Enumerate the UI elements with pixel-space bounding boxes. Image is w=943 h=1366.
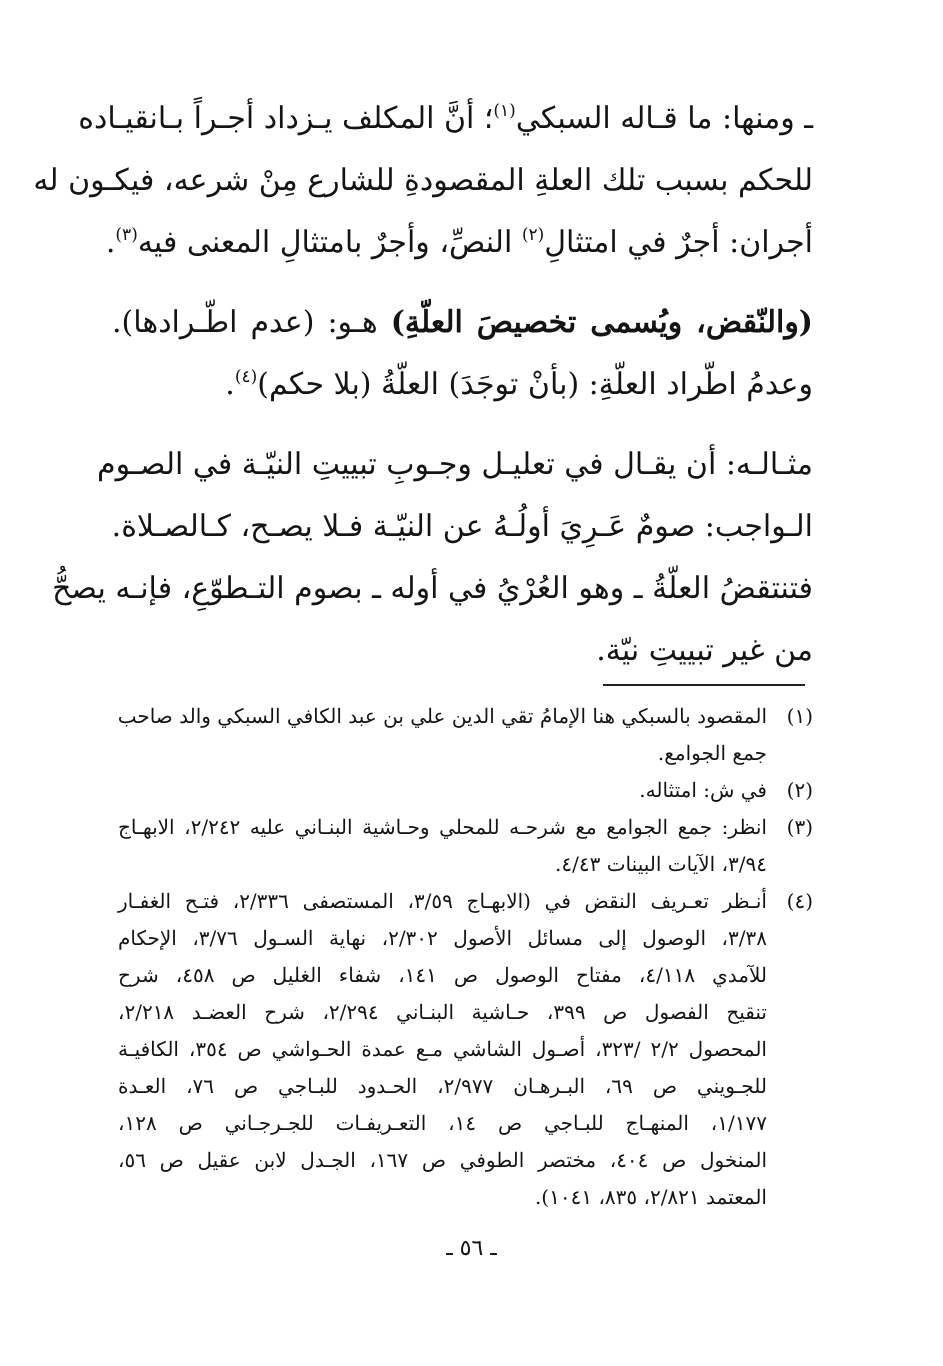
footnote-line: ٣/٣٨، الوصول إلى مسائل الأصول ٢/٣٠٢، نهاية السـول ٣/٧٦، الإحكام	[118, 926, 767, 950]
text-segment: .	[105, 225, 116, 260]
footnote-line: تنقيح الفصول ص ٣٩٩، حـاشية البنـاني ٢/٢٩٤، شرح العضـد ٢/٢١٨،	[118, 1000, 767, 1024]
text-segment: .	[225, 367, 235, 402]
footnote-2	[118, 772, 813, 809]
text-line	[78, 88, 813, 150]
footnote-line: جمع الجوامع.	[657, 741, 767, 765]
footnote-number: (٤)	[786, 889, 813, 913]
footnote-divider	[603, 684, 805, 686]
text-segment: ؛ أنَّ المكلف يـزداد أجـراً بـانقيـاده	[78, 101, 494, 136]
footnote-ref-2[interactable]: (٢)	[521, 225, 545, 245]
text-segment: ـ ومنها: ما قـاله السبكي	[515, 101, 813, 136]
footnote-line: للجـويني ص ٦٩، البـرهـان ٢/٩٧٧، الحـدود للبـاجي ص ٧٦، العـدة	[118, 1074, 768, 1098]
footnote-number: (٢)	[786, 778, 813, 802]
footnote-number: (١)	[786, 704, 813, 728]
footnote-line: ١/١٧٧، المنهـاج للبـاجي ص ١٤، التعـريفـات للجـرجـاني ص ١٢٨،	[118, 1111, 767, 1135]
text-line	[105, 212, 813, 274]
footnote-ref-1[interactable]: (١)	[493, 101, 516, 121]
footnote-line: انظر: جمع الجوامع مع شرحـه للمحلي وحـاشية البنـاني عليه ٢/٢٤٢، الابهـاج	[118, 815, 767, 839]
paragraph-subsidiary-benefit	[33, 88, 813, 274]
footnotes	[118, 698, 813, 1216]
text-segment: هـو: (عدم اطّـرادها).	[112, 305, 391, 340]
footnote-ref-4[interactable]: (٤)	[234, 367, 258, 387]
footnote-body	[118, 809, 767, 883]
paragraph-example	[52, 434, 813, 682]
definition-term: (والنّقض، ويُسمى تخصيصَ العلّةِ)	[390, 305, 813, 340]
main-text	[33, 88, 813, 682]
footnote-line: المقصود بالسبكي هنا الإمامُ تقي الدين علي بن عبد الكافي السبكي والد صاحب	[117, 704, 767, 728]
footnote-line: في ش: امتثاله.	[639, 778, 767, 802]
text-segment: النصِّ، وأجرٌ بامتثالِ المعنى فيه	[137, 225, 522, 260]
footnote-line: المنخول ص ٤٠٤، مختصر الطوفي ص ١٦٧، الجـدل لابن عقيل ص ٥٦،	[118, 1148, 767, 1172]
page-number: ـ ٥٦ ـ	[446, 1236, 497, 1261]
footnote-line: أنـظر تعـريف النقض في (الابهـاج ٣/٥٩، المستصفى ٢/٣٣٦، فتـح الغفـار	[118, 889, 767, 913]
footnote-line: للآمدي ٤/١١٨، مفتاح الوصول ص ١٤١، شفاء الغليل ص ٤٥٨، شرح	[118, 963, 768, 987]
footnote-line: المعتمد ٢/٨٢١، ٨٣٥، ١٠٤١).	[534, 1185, 767, 1209]
text-line: للحكم بسبب تلك العلةِ المقصودةِ للشارع مِنْ شرعه، فيكـون له	[33, 163, 813, 198]
footnote-3	[118, 809, 813, 883]
footnote-line: ٣/٩٤، الآيات البينات ٤/٤٣.	[555, 852, 767, 876]
footnote-1	[118, 698, 813, 772]
footnote-4	[118, 883, 813, 1216]
footnote-number: (٣)	[786, 815, 813, 839]
text-line: من غير تبييتِ نيّة.	[596, 633, 813, 668]
footnote-line: المحصول ٢/٢ /٣٢٣، أصـول الشاشي مـع عمدة الحـواشي ص ٣٥٤، الكافيـة	[118, 1037, 767, 1061]
text-segment: وعدمُ اطّراد العلّةِ: (بأنْ توجَدَ) العلّةُ (بلا حكم)	[257, 367, 813, 402]
text-line: مثـالـه: أن يقـال في تعليـل وجـوبِ تبييتِ النيّـة في الصـوم	[97, 447, 813, 482]
footnote-body	[118, 772, 767, 809]
footnote-body	[118, 883, 767, 1216]
footnote-body	[118, 698, 767, 772]
text-line: الـواجب: صومٌ عَـرِيَ أولُـهُ عن النيّـة فـلا يصـح، كـالصـلاة.	[111, 509, 813, 544]
text-line: فتنتقضُ العلّةُ ـ وهو العُرْيُ في أوله ـ بصوم التـطوّعِ، فإنـه يصحُّ	[52, 571, 813, 606]
text-line	[112, 354, 813, 416]
paragraph-naqd-definition	[112, 292, 813, 416]
footnote-ref-3[interactable]: (٣)	[115, 225, 138, 245]
text-line	[112, 292, 813, 354]
text-segment: أجران: أجرٌ في امتثالِ	[544, 225, 813, 260]
